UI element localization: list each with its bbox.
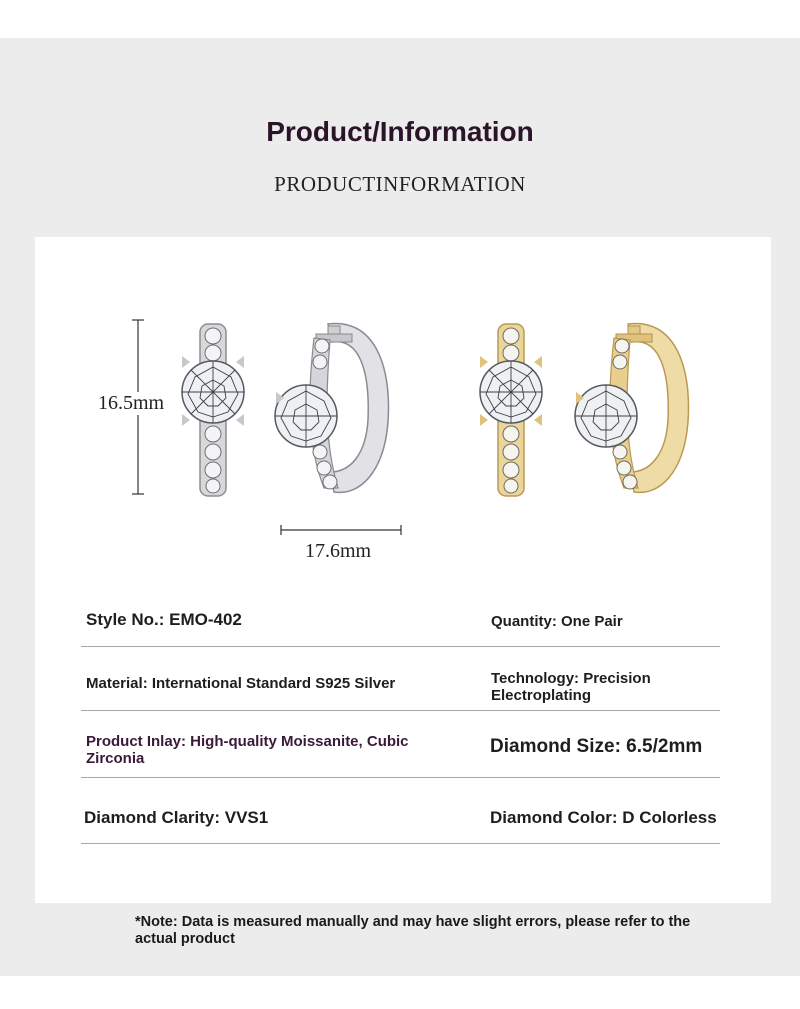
spec-product-inlay: Product Inlay: High-quality Moissanite, Cubic Zirconia — [86, 733, 409, 767]
width-dimension-line — [279, 522, 405, 538]
spec-diamond-color: Diamond Color: D Colorless — [490, 808, 717, 827]
gold-earring-side-image — [568, 312, 694, 500]
page-subtitle: PRODUCTINFORMATION — [274, 172, 526, 196]
spec-divider — [81, 646, 720, 647]
silver-earring-side-image — [268, 312, 394, 500]
spec-divider — [81, 777, 720, 778]
page-title: Product/Information — [266, 116, 534, 147]
measurement-note: *Note: Data is measured manually and may have slight errors, please refer to the actual product — [135, 914, 691, 947]
spec-diamond-clarity: Diamond Clarity: VVS1 — [84, 808, 269, 827]
spec-divider — [81, 710, 720, 711]
spec-style-no: Style No.: EMO-402 — [86, 610, 242, 629]
spec-divider — [81, 843, 720, 844]
spec-quantity: Quantity: One Pair — [491, 613, 623, 630]
height-dimension-label: 16.5mm — [98, 392, 165, 414]
width-dimension-label: 17.6mm — [305, 540, 372, 562]
spec-material: Material: International Standard S925 Silver — [86, 675, 396, 692]
gold-earring-front-image — [476, 322, 546, 500]
spec-technology: Technology: Precision Electroplating — [491, 670, 651, 704]
silver-earring-front-image — [178, 322, 248, 500]
spec-diamond-size: Diamond Size: 6.5/2mm — [490, 736, 703, 757]
